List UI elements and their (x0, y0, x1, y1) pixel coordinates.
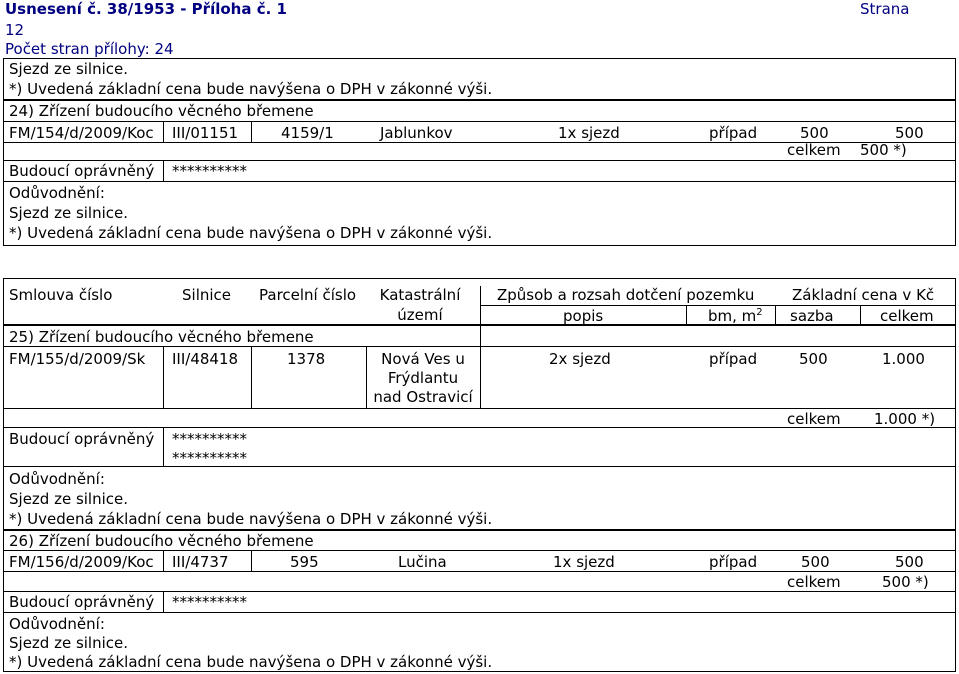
justification-label: Odůvodnění: (9, 615, 105, 633)
road-number: III/48418 (172, 350, 239, 368)
parcel-number: 1378 (287, 350, 326, 368)
justification-text: Sjezd ze silnice. (9, 204, 129, 222)
row-divider (3, 550, 956, 551)
header-divider (480, 305, 956, 306)
sum-label: celkem (787, 141, 841, 159)
column-header-method: Způsob a rozsah dotčení pozemku (497, 286, 755, 304)
cell-divider (860, 305, 861, 325)
row-divider (3, 466, 956, 467)
cadastral-area-line2: Frýdlantu (387, 369, 459, 387)
row-divider (3, 591, 956, 592)
parcel-number: 595 (290, 553, 319, 571)
section-divider (3, 529, 956, 531)
road-number: III/4737 (172, 553, 229, 571)
cadastral-area-line3: nad Ostravicí (373, 388, 473, 406)
cell-divider (686, 305, 687, 325)
column-header-cadastral-line2: území (397, 306, 443, 324)
cell-divider (163, 121, 164, 142)
beneficiary-label: Budoucí oprávněný (9, 162, 155, 180)
page-number: 12 (5, 21, 25, 39)
row-divider (3, 427, 956, 428)
item-heading: 24) Zřízení budoucího věcného břemene (9, 102, 314, 120)
column-header-desc: popis (563, 307, 604, 325)
method-desc: 2x sjezd (549, 350, 611, 368)
method-unit: případ (709, 124, 758, 142)
unit-label: bm, m (708, 307, 757, 325)
parcel-number: 4159/1 (281, 124, 334, 142)
section-divider (3, 99, 955, 101)
rate-value: 500 (799, 350, 828, 368)
vat-note: *) Uvedená základní cena bude navýšena o DPH v zákonné výši. (9, 224, 493, 242)
row-divider (3, 181, 955, 182)
total-value: 1.000 (882, 350, 925, 368)
row-divider (3, 408, 956, 409)
contract-number: FM/154/d/2009/Koc (9, 124, 154, 142)
column-header-road: Silnice (182, 286, 232, 304)
cell-divider (163, 550, 164, 571)
justification-label: Odůvodnění: (9, 470, 105, 488)
cell-divider (163, 160, 164, 181)
cadastral-area: Lučina (398, 553, 447, 571)
contract-number: FM/155/d/2009/Sk (9, 350, 146, 368)
beneficiary-value: ********** (172, 430, 247, 448)
justification-text: Sjezd ze silnice. (9, 490, 129, 508)
cell-divider (251, 550, 252, 571)
column-header-cadastral: Katastrální (379, 286, 461, 304)
cell-divider (163, 427, 164, 466)
row-divider (3, 612, 956, 613)
column-header-base-price: Základní cena v Kč (792, 286, 935, 304)
column-header-unit (708, 307, 763, 325)
total-value: 500 (895, 553, 924, 571)
cell-divider (775, 305, 776, 325)
cadastral-area-line1: Nová Ves u (381, 350, 465, 368)
item-heading: 25) Zřízení budoucího věcného břemene (9, 328, 314, 346)
justification-text: Sjezd ze silnice. (9, 634, 129, 652)
item-heading: 26) Zřízení budoucího věcného břemene (9, 532, 314, 550)
column-header-parcel: Parcelní číslo (259, 286, 357, 304)
method-desc: 1x sjezd (558, 124, 620, 142)
row-divider (3, 571, 956, 572)
column-header-contract: Smlouva číslo (9, 286, 113, 304)
method-unit: případ (709, 350, 758, 368)
header-bottom-border (3, 324, 956, 326)
row-divider (3, 160, 955, 161)
beneficiary-label: Budoucí oprávněný (9, 593, 155, 611)
road-number: III/01151 (172, 124, 239, 142)
contract-number: FM/156/d/2009/Koc (9, 553, 154, 571)
cell-divider (251, 121, 252, 142)
unit-superscript: 2 (756, 307, 763, 318)
document-title: Usnesení č. 38/1953 - Příloha č. 1 (5, 0, 287, 18)
vat-note: *) Uvedená základní cena bude navýšena o DPH v zákonné výši. (9, 80, 493, 98)
cell-divider (251, 346, 252, 408)
sum-value: 500 *) (882, 573, 929, 591)
block-left-border (3, 58, 4, 246)
row-divider (3, 121, 955, 122)
method-desc: 1x sjezd (553, 553, 615, 571)
cell-divider (163, 346, 164, 408)
cadastral-area: Jablunkov (380, 124, 453, 142)
justification-label: Odůvodnění: (9, 184, 105, 202)
vat-note: *) Uvedená základní cena bude navýšena o DPH v zákonné výši. (9, 510, 493, 528)
vat-note: *) Uvedená základní cena bude navýšena o DPH v zákonné výši. (9, 653, 493, 671)
sum-value: 1.000 *) (874, 410, 936, 428)
total-value: 500 (895, 124, 924, 142)
column-header-total: celkem (880, 307, 934, 325)
attachment-page-count: Počet stran přílohy: 24 (5, 40, 174, 58)
block-top-border (3, 58, 955, 59)
page-label: Strana (860, 0, 910, 18)
cell-divider (163, 591, 164, 612)
block-right-border (955, 58, 956, 246)
rate-value: 500 (800, 124, 829, 142)
sum-label: celkem (787, 410, 841, 428)
block-bottom-border (3, 245, 955, 246)
sum-value: 500 *) (860, 141, 907, 159)
beneficiary-label: Budoucí oprávněný (9, 430, 155, 448)
beneficiary-value: ********** (172, 449, 247, 467)
method-unit: případ (709, 553, 758, 571)
beneficiary-value: ********** (172, 162, 247, 180)
justification-text: Sjezd ze silnice. (9, 60, 129, 78)
sum-label: celkem (787, 573, 841, 591)
rate-value: 500 (801, 553, 830, 571)
column-header-rate: sazba (790, 307, 834, 325)
row-divider (3, 346, 956, 347)
beneficiary-value: ********** (172, 593, 247, 611)
